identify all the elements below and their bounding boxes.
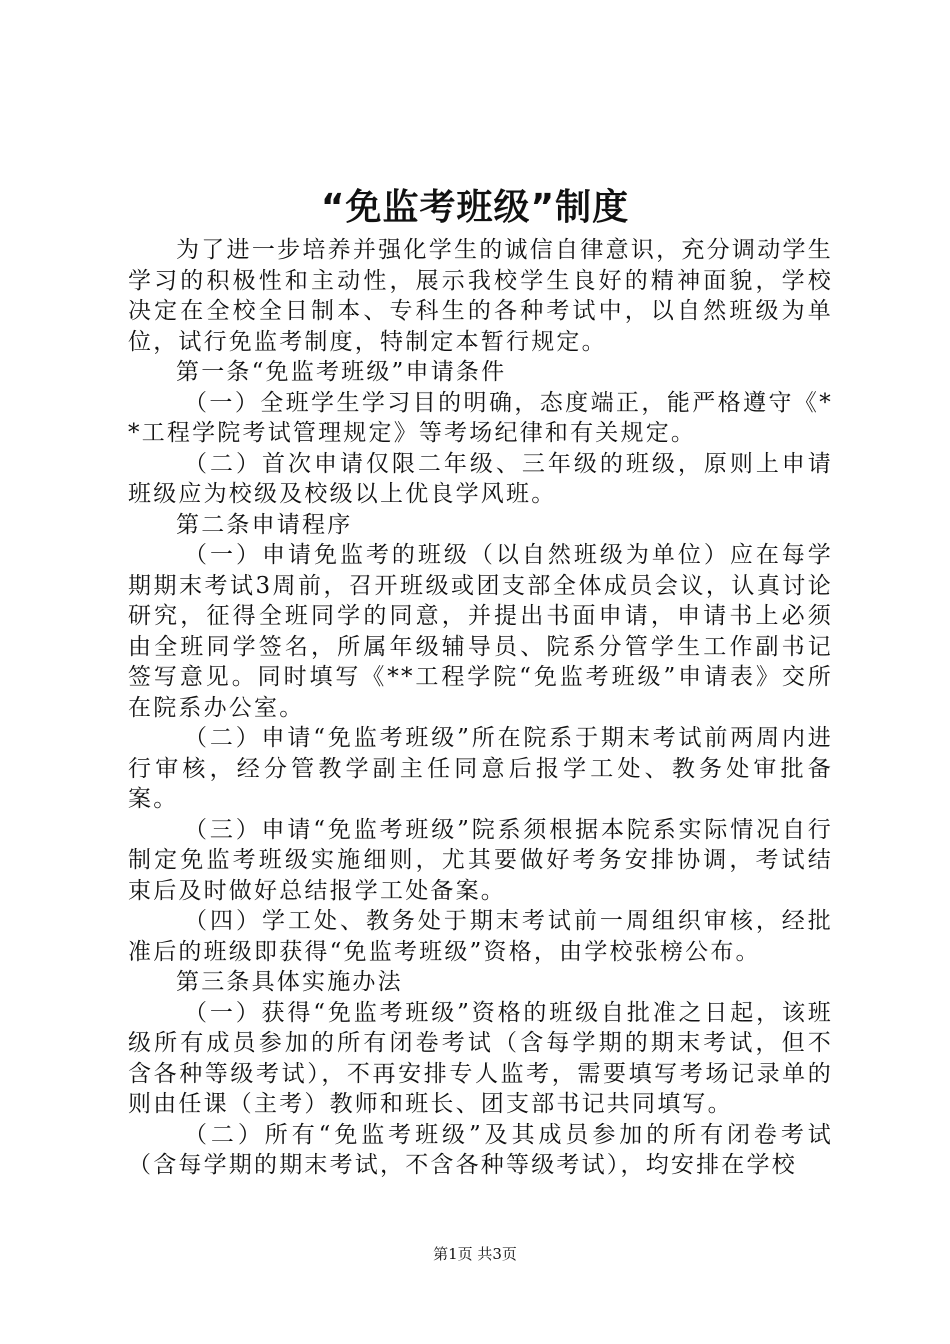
page-number-footer: 第1页 共3页 bbox=[433, 1245, 517, 1263]
article-heading: 第三条具体实施办法 bbox=[176, 969, 403, 995]
clause-paragraph: （四）学工处、教务处于期末考试前一周组织审核，经批准后的班级即获得“免监考班级”资格，由学校张榜公布。 bbox=[128, 908, 833, 965]
clause-paragraph: （二）申请“免监考班级”所在院系于期末考试前两周内进行审核，经分管教学副主任同意后报学工处、教务处审批备案。 bbox=[128, 725, 833, 812]
clause-paragraph: （二）首次申请仅限二年级、三年级的班级，原则上申请班级应为校级及校级以上优良学风班。 bbox=[128, 450, 833, 507]
article-heading: 第二条申请程序 bbox=[176, 511, 353, 538]
clause-paragraph: （一）获得“免监考班级”资格的班级自批准之日起，该班级所有成员参加的所有闭卷考试（含每学期的期末考试，但不含各种等级考试），不再安排专人监考，需要填写考场记录单的则由任课（主考）教师和班长、团支部书记共同填写。 bbox=[128, 999, 833, 1117]
article-heading: 第一条“免监考班级”申请条件 bbox=[176, 359, 507, 385]
clause-paragraph: （三）申请“免监考班级”院系须根据本院系实际情况自行制定免监考班级实施细则，尤其要做好考务安排协调，考试结束后及时做好总结报学工处备案。 bbox=[128, 816, 833, 904]
document-body bbox=[128, 235, 833, 1181]
clause-paragraph: （一）申请免监考的班级（以自然班级为单位）应在每学期期末考试3周前，召开班级或团支部全体成员会议，认真讨论研究，征得全班同学的同意，并提出书面申请，申请书上必须由全班同学签名，所属年级辅导员、院系分管学生工作副书记签写意见。同时填写《**工程学院“免监考班级”申请表》交所在院系办公室。 bbox=[128, 542, 833, 721]
intro-paragraph: 为了进一步培养并强化学生的诚信自律意识，充分调动学生学习的积极性和主动性，展示我校学生良好的精神面貌，学校决定在全校全日制本、专科生的各种考试中，以自然班级为单位，试行免监考制度，特制定本暂行规定。 bbox=[128, 237, 833, 355]
document-title: “免监考班级”制度 bbox=[320, 187, 630, 228]
clause-paragraph: （二）所有“免监考班级”及其成员参加的所有闭卷考试（含每学期的期末考试，不含各种等级考试），均安排在学校 bbox=[128, 1121, 833, 1178]
clause-paragraph: （一）全班学生学习目的明确，态度端正，能严格遵守《**工程学院考试管理规定》等考场纪律和有关规定。 bbox=[128, 389, 833, 446]
